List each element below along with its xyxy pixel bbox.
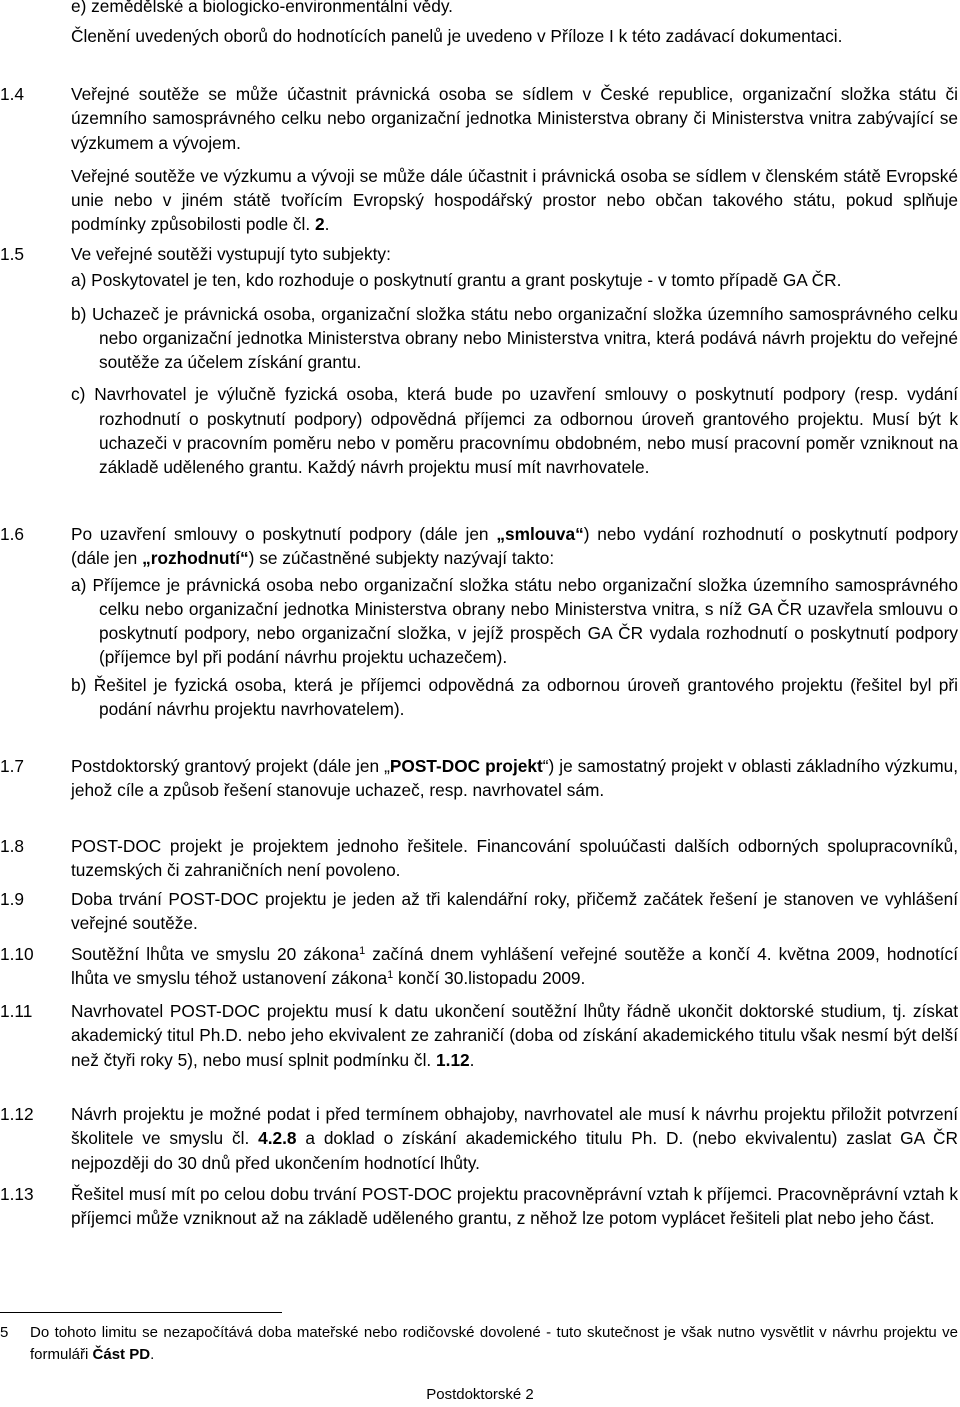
section-1-11: 1.11 Navrhovatel POST-DOC projektu musí k datu ukončení soutěžní lhůty řádně ukončit doktorské studium, tj. získat akademický titul Ph.D. nebo jeho ekvivalent ze zahraničí (doba od získání akademického titulu však nesmí být delší než čtyři roky 5), nebo musí splnit podmínku čl. 1.12. xyxy=(0,1001,958,1070)
list-item-b: b) Uchazeč je právnická osoba, organizační složka státu nebo organizační složka územního samosprávného celku nebo organizační jednotka Ministerstva obrany nebo Ministerstva vnitra, která podává návrh projektu do veřejné soutěže za účelem získání grantu. xyxy=(71,303,958,373)
footnote-ref: 5 xyxy=(177,1049,188,1070)
list-item-c: c) Navrhovatel je výlučně fyzická osoba, která bude po uzavření smlouvy o poskytnutí podpory (resp. vydání rozhodnutí o poskytnutí podpory) odpovědná příjemci za odbornou úroveň grantového projektu. Musí být k uchazeči v pracovním poměru nebo v poměru pracovnímu obdobném, nebo musí pracovní poměr vzniknout na základě uděleného grantu. Každý návrh projektu musí mít navrhovatele. xyxy=(71,384,958,478)
section-number: 1.4 xyxy=(0,84,25,104)
section-1-12: 1.12 Návrh projektu je možné podat i před termínem obhajoby, navrhovatel ale musí k návrhu projektu přiložit potvrzení školitele ve smyslu čl. 4.2.8 a doklad o získání akademického titulu Ph. D. (nebo ekvivalentu) zaslat GA ČR nejpozději do 30 dnů před ukončením hodnotící lhůty. xyxy=(0,1104,958,1173)
section-1-13: 1.13 Řešitel musí mít po celou dobu trvání POST-DOC projektu pracovněprávní vztah k příjemci. Pracovněprávní vztah k příjemci může vzniknout až na základě uděleného grantu, z něhož lze potom vyplácet řešiteli plat nebo jeho část. xyxy=(0,1184,958,1229)
section-number: 1.7 xyxy=(0,756,25,776)
section-number: 1.13 xyxy=(0,1184,34,1204)
section-number: 1.10 xyxy=(0,944,34,964)
page-footer: Postdoktorské 2 xyxy=(426,1386,534,1403)
section-1-4: 1.4 Veřejné soutěže se může účastnit právnická osoba se sídlem v České republice, organizační složka státu či územního samosprávného celku nebo organizační jednotka Ministerstva obrany či Ministerstva vnitra zabývající se výzkumem a vývojem. Veřejné soutěže ve výzkumu a vývoji se může dále účastnit i právnická osoba se sídlem v členském státě Evropské unie nebo v jiném státě tvořícím Evropský hospodářský prostor nebo občan takového státu, pokud splňuje podmínky způsobilosti podle čl. 2. xyxy=(0,82,958,237)
footnote: 5 Do tohoto limitu se nezapočítává doba mateřské nebo rodičovské dovolené - tuto skutečnost je však nutno vysvětlit v návrhu projektu ve formuláři Část PD. xyxy=(0,1324,958,1363)
footnote-ref: 1 xyxy=(359,945,366,957)
list-item-b: b) Řešitel je fyzická osoba, která je příjemci odpovědná za odbornou úroveň grantového projektu (řešitel byl při podání návrhu projektu navrhovatelem). xyxy=(71,674,958,720)
section-1-5: 1.5 Ve veřejné soutěži vystupují tyto subjekty: a) Poskytovatel je ten, kdo rozhoduje o poskytnutí grantu a grant poskytuje - v tomto případě GA ČR. b) Uchazeč je právnická osoba, organizační složka státu nebo organizační složka územního samosprávného celku nebo organizační jednotka Ministerstva obrany nebo Ministerstva vnitra, která podává návrh projektu do veřejné soutěže za účelem získání grantu. c) Navrhovatel je výlučně fyzická osoba, která bude po uzavření smlouvy o poskytnutí podpory (resp. vydání rozhodnutí o poskytnutí podpory) odpovědná příjemci za odbornou úroveň grantového projektu. Musí být k uchazeči v pracovním poměru nebo v poměru pracovnímu obdobném, nebo musí pracovní poměr vzniknout na základě uděleného grantu. Každý návrh projektu musí mít navrhovatele. xyxy=(0,242,958,480)
footnote-divider xyxy=(0,1312,282,1313)
section-number: 1.9 xyxy=(0,889,25,909)
section-number: 1.11 xyxy=(0,1001,33,1021)
section-number: 1.6 xyxy=(0,524,25,544)
list-item-a: a) Poskytovatel je ten, kdo rozhoduje o poskytnutí grantu a grant poskytuje - v tomto případě GA ČR. xyxy=(71,270,842,291)
list-item-e: e) zemědělské a biologicko-environmentální vědy. xyxy=(71,0,453,16)
section-number: 1.5 xyxy=(0,244,25,264)
section-1-6: 1.6 Po uzavření smlouvy o poskytnutí podpory (dále jen „smlouva“) nebo vydání rozhodnutí o poskytnutí podpory (dále jen „rozhodnutí“) se zúčastněné subjekty nazývají takto: a) Příjemce je právnická osoba nebo organizační složka státu nebo organizační složka územního samosprávného celku nebo organizační jednotka Ministerstva obrany nebo Ministerstva vnitra, s níž GA ČR uzavřela smlouvu o poskytnutí podpory, nebo organizační složka, v jejíž prospěch GA ČR vydala rozhodnutí o poskytnutí podpory (příjemce byl při podání návrhu projektu uchazečem). b) Řešitel je fyzická osoba, která je příjemci odpovědná za odbornou úroveň grantového projektu (řešitel byl při podání návrhu projektu navrhovatelem). xyxy=(0,522,958,721)
paragraph-panels: Členění uvedených oborů do hodnotících panelů je uvedeno v Příloze I k této zadávací dokumentaci. xyxy=(71,26,843,46)
section-1-7: 1.7 Postdoktorský grantový projekt (dále jen „POST-DOC projekt“) je samostatný projekt v oblasti základního výzkumu, jehož cíle a způsob řešení stanovuje uchazeč, resp. navrhovatel sám. xyxy=(0,756,959,801)
section-1-4-second: Veřejné soutěže ve výzkumu a vývoji se může dále účastnit i právnická osoba se sídlem v členském státě Evropské unie nebo v jiném státě tvořícím Evropský hospodářský prostor nebo občan takového státu, pokud splňuje podmínky způsobilosti podle čl. 2. xyxy=(71,165,958,235)
footnote-ref: 1 xyxy=(387,969,394,982)
footnote-number: 5 xyxy=(0,1324,9,1341)
section-number: 1.12 xyxy=(0,1104,34,1124)
section-1-9: 1.9 Doba trvání POST-DOC projektu je jeden až tři kalendářní roky, přičemž začátek řešení je stanoven ve vyhlášení veřejné soutěže. xyxy=(0,889,958,934)
list-item-a: a) Příjemce je právnická osoba nebo organizační složka státu nebo organizační složka územního samosprávného celku nebo organizační jednotka Ministerstva obrany nebo Ministerstva vnitra, s níž GA ČR uzavřela smlouvu o poskytnutí podpory, nebo organizační složka, v jejíž prospěch GA ČR vydala rozhodnutí o poskytnutí podpory (příjemce byl při podání návrhu projektu uchazečem). xyxy=(71,574,958,668)
section-1-10: 1.10 Soutěžní lhůta ve smyslu 20 zákona$^1$ začíná dnem vyhlášení veřejné soutěže a končí 4. května 2009, hodnotící lhůta ve smyslu téhož ustanovení zákona$^1$ končí 30.listopadu 2009. xyxy=(0,944,958,989)
section-number: 1.8 xyxy=(0,836,25,856)
section-1-8: 1.8 POST-DOC projekt je projektem jednoho řešitele. Financování spoluúčasti dalších odborných spolupracovníků, tuzemských či zahraničních není povoleno. xyxy=(0,836,958,881)
